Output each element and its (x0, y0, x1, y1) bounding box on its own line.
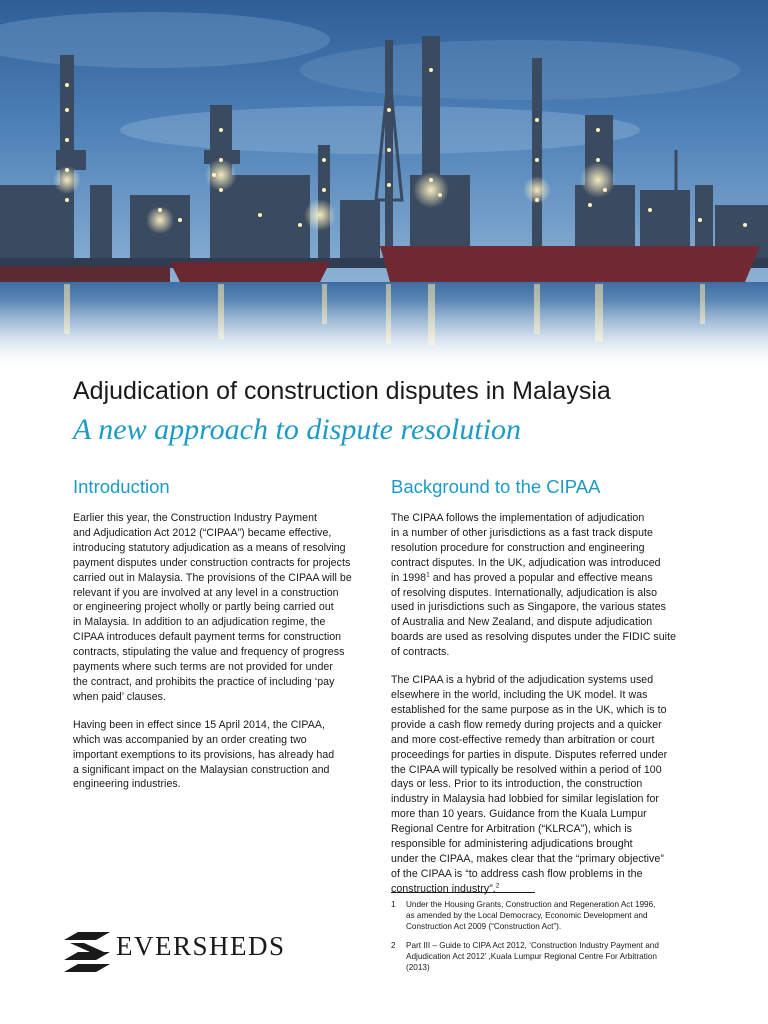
footnote-divider (391, 892, 535, 893)
footnote-line: Adjudication Act 2012’ ,Kuala Lumpur Regional Centre For Arbitration (406, 952, 657, 962)
paragraph-line: The CIPAA is a hybrid of the adjudication systems used (391, 674, 654, 687)
paragraph-line (391, 882, 701, 897)
paragraph-line: in a number of other jurisdictions as a fast track dispute (391, 526, 653, 539)
document-title: Adjudication of construction disputes in Malaysia (73, 377, 611, 405)
hero-image (0, 0, 768, 372)
paragraph-line: payment disputes under construction contracts for projects (73, 556, 351, 569)
paragraph-line: relevant if you are involved at any level in a construction (73, 586, 339, 599)
paragraph-line: responsible for administering adjudications brought (391, 838, 633, 851)
eversheds-wordmark: EVERSHEDS (116, 931, 286, 961)
document-subtitle: A new approach to dispute resolution (73, 413, 522, 446)
paragraph-line: and more cost-effective remedy than arbitration or court (391, 733, 655, 746)
paragraph-line: industry in Malaysia had lobbied for similar legislation for (391, 793, 659, 806)
paragraph-line: of the CIPAA is “to address cash flow problems in the (391, 867, 643, 880)
paragraph-line: or engineering project wholly or partly being carried out (73, 601, 334, 614)
paragraph-line: more than 10 years. Guidance from the Kuala Lumpur (391, 808, 647, 821)
paragraph-line: of Australia and New Zealand, and dispute adjudication (391, 616, 653, 629)
paragraph-line: provide a cash flow remedy during projects and a quicker (391, 718, 662, 731)
introduction-body (73, 511, 383, 792)
footnote-text (406, 899, 655, 932)
introduction-paragraph-2 (73, 718, 383, 793)
paragraph-line: engineering industries. (73, 778, 181, 791)
paragraph-line: boards are used as resolving disputes under the FIDIC suite (391, 631, 677, 644)
introduction-section (73, 474, 383, 805)
footnote-line: Under the Housing Grants, Construction and Regeneration Act 1996, (406, 900, 656, 909)
paragraph-line: important exemptions to its provisions, has already had (73, 748, 335, 761)
text-run: in 1998 (391, 571, 427, 584)
footnote-number: 2 (391, 941, 396, 951)
paragraph-line: used in jurisdictions such as Singapore, the various states (391, 601, 667, 614)
paragraph-line (391, 571, 701, 586)
paragraph-line: elsewhere in the world, including the UK model. It was (391, 688, 648, 701)
footnotes (391, 899, 711, 982)
paragraph-line: and Adjudication Act 2012 (“CIPAA”) became effective, (73, 526, 332, 539)
paragraph-line: resolution procedure for construction and engineering (391, 541, 645, 554)
background-paragraph-2 (391, 673, 701, 897)
paragraph-line: CIPAA introduces default payment terms for construction (73, 631, 342, 644)
paragraph-line: contract disputes. In the UK, adjudication was introduced (391, 556, 661, 569)
paragraph-line: established for the same purpose as in the UK, which is to (391, 703, 667, 716)
refinery-at-night-photo (0, 0, 768, 372)
paragraph-line: the contract, and prohibits the practice of including ‘pay (73, 675, 335, 688)
introduction-paragraph-1 (73, 511, 383, 705)
background-paragraph-1 (391, 511, 701, 660)
paragraph-line: The CIPAA follows the implementation of adjudication (391, 512, 645, 524)
text-run: construction industry”. (391, 882, 496, 895)
paragraph-line: a significant impact on the Malaysian construction and (73, 763, 330, 776)
introduction-heading: Introduction (73, 476, 170, 497)
background-heading: Background to the CIPAA (391, 476, 601, 497)
footnote-2 (391, 940, 711, 973)
paragraph-line: Having been in effect since 15 April 2014, the CIPAA, (73, 718, 325, 731)
paragraph-line: contracts, stipulating the value and frequency of progress (73, 646, 345, 659)
paragraph-line: payments where such terms are not provided for under (73, 661, 333, 674)
paragraph-line: when paid’ clauses. (73, 690, 167, 703)
paragraph-line: in Malaysia. In addition to an adjudication regime, the (73, 616, 326, 629)
paragraph-line: Regional Centre for Arbitration (“KLRCA”), which is (391, 823, 632, 836)
eversheds-logo (64, 930, 294, 976)
background-section (391, 474, 701, 910)
paragraph-line: which was accompanied by an order creating two (73, 733, 307, 746)
footnote-line: Part III – Guide to CIPA Act 2012, ‘Construction Industry Payment and (406, 941, 659, 951)
paragraph-line: the CIPAA will typically be resolved within a period of 100 (391, 763, 662, 776)
paragraph-line: Earlier this year, the Construction Industry Payment (73, 512, 318, 524)
footnote-ref-1[interactable]: 1 (426, 571, 430, 579)
footnote-1 (391, 899, 711, 932)
eversheds-logo-icon (64, 930, 110, 974)
paragraph-line: of resolving disputes. Internationally, adjudication is also (391, 586, 658, 599)
footnote-number: 1 (391, 900, 396, 909)
footnote-line: as amended by the Local Democracy, Economic Development and (406, 911, 648, 921)
footnote-ref-2[interactable]: 2 (495, 882, 500, 890)
paragraph-line: days or less. Prior to its introduction, the construction (391, 778, 643, 791)
text-run: and has proved a popular and effective means (429, 571, 653, 584)
paragraph-line: proceedings for parties in dispute. Disputes referred under (391, 748, 668, 761)
footnote-line: (2013) (406, 963, 430, 973)
paragraph-line: carried out in Malaysia. The provisions of the CIPAA will be (73, 571, 352, 584)
paragraph-line: under the CIPAA, makes clear that the “primary objective” (391, 852, 664, 865)
paragraph-line: of contracts. (391, 646, 450, 659)
footnote-text (406, 940, 659, 973)
footnote-line: Construction Act 2009 (“Construction Act”). (406, 922, 562, 932)
paragraph-line: introducing statutory adjudication as a means of resolving (73, 541, 346, 554)
